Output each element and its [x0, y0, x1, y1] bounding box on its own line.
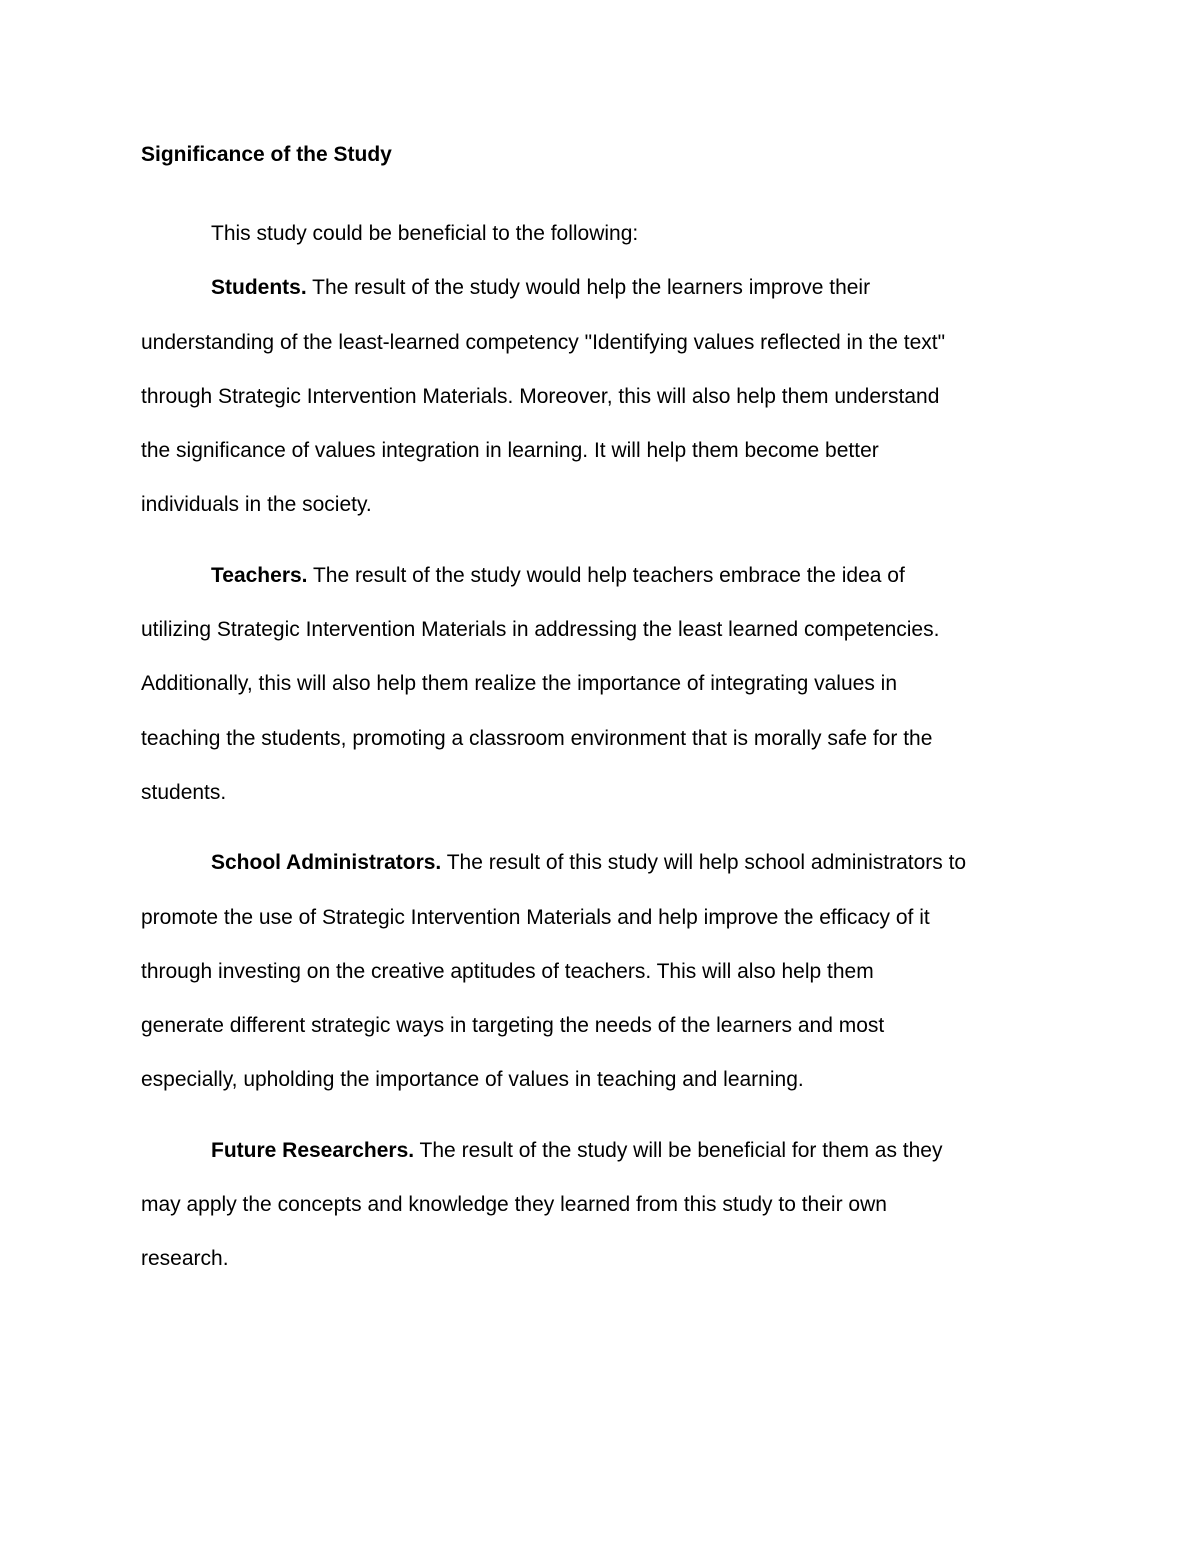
paragraph-line: through Strategic Intervention Materials. Moreover, this will also help them understand	[141, 384, 940, 408]
paragraph-line	[141, 836, 1071, 890]
paragraph-lead-teachers: Teachers.	[211, 563, 308, 587]
paragraph-lead-future-researchers: Future Researchers.	[211, 1138, 415, 1162]
paragraph-line: especially, upholding the importance of values in teaching and learning.	[141, 1068, 804, 1092]
section-heading: Significance of the Study	[141, 143, 392, 166]
paragraph-line: Additionally, this will also help them realize the importance of integrating values in	[141, 672, 898, 696]
paragraph-line: generate different strategic ways in targeting the needs of the learners and most	[141, 1014, 885, 1038]
paragraph-text: The result of this study will help school administrators to	[441, 851, 967, 875]
paragraph-future-researchers	[141, 1124, 1071, 1287]
paragraph-line: the significance of values integration in learning. It will help them become better	[141, 439, 879, 463]
paragraph-line	[141, 261, 1071, 315]
intro-paragraph: This study could be beneficial to the following:	[211, 222, 639, 245]
paragraph-students	[141, 261, 1071, 532]
paragraph-line: individuals in the society.	[141, 493, 372, 517]
paragraph-text: The result of the study would help the learners improve their	[306, 276, 871, 300]
paragraph-text: The result of the study will be beneficial for them as they	[414, 1138, 943, 1162]
paragraph-school-administrators	[141, 836, 1071, 1107]
paragraph-line: through investing on the creative aptitudes of teachers. This will also help them	[141, 959, 874, 983]
paragraph-line: utilizing Strategic Intervention Materials in addressing the least learned competencies.	[141, 618, 940, 642]
paragraph-line: may apply the concepts and knowledge they learned from this study to their own	[141, 1193, 887, 1217]
paragraph-line: research.	[141, 1247, 229, 1271]
paragraph-line	[141, 549, 1071, 603]
paragraph-line	[141, 1124, 1071, 1178]
paragraph-line: promote the use of Strategic Intervention Materials and help improve the efficacy of it	[141, 905, 930, 929]
paragraph-teachers	[141, 549, 1071, 820]
document-body	[141, 137, 1071, 1287]
paragraph-text: The result of the study would help teachers embrace the idea of	[307, 563, 905, 587]
paragraph-line: teaching the students, promoting a classroom environment that is morally safe for the	[141, 726, 933, 750]
paragraph-lead-school-administrators: School Administrators.	[211, 851, 442, 875]
paragraph-lead-students: Students.	[211, 276, 307, 300]
paragraph-line: students.	[141, 780, 227, 804]
paragraph-line: understanding of the least-learned competency "Identifying values reflected in the text"	[141, 330, 946, 354]
